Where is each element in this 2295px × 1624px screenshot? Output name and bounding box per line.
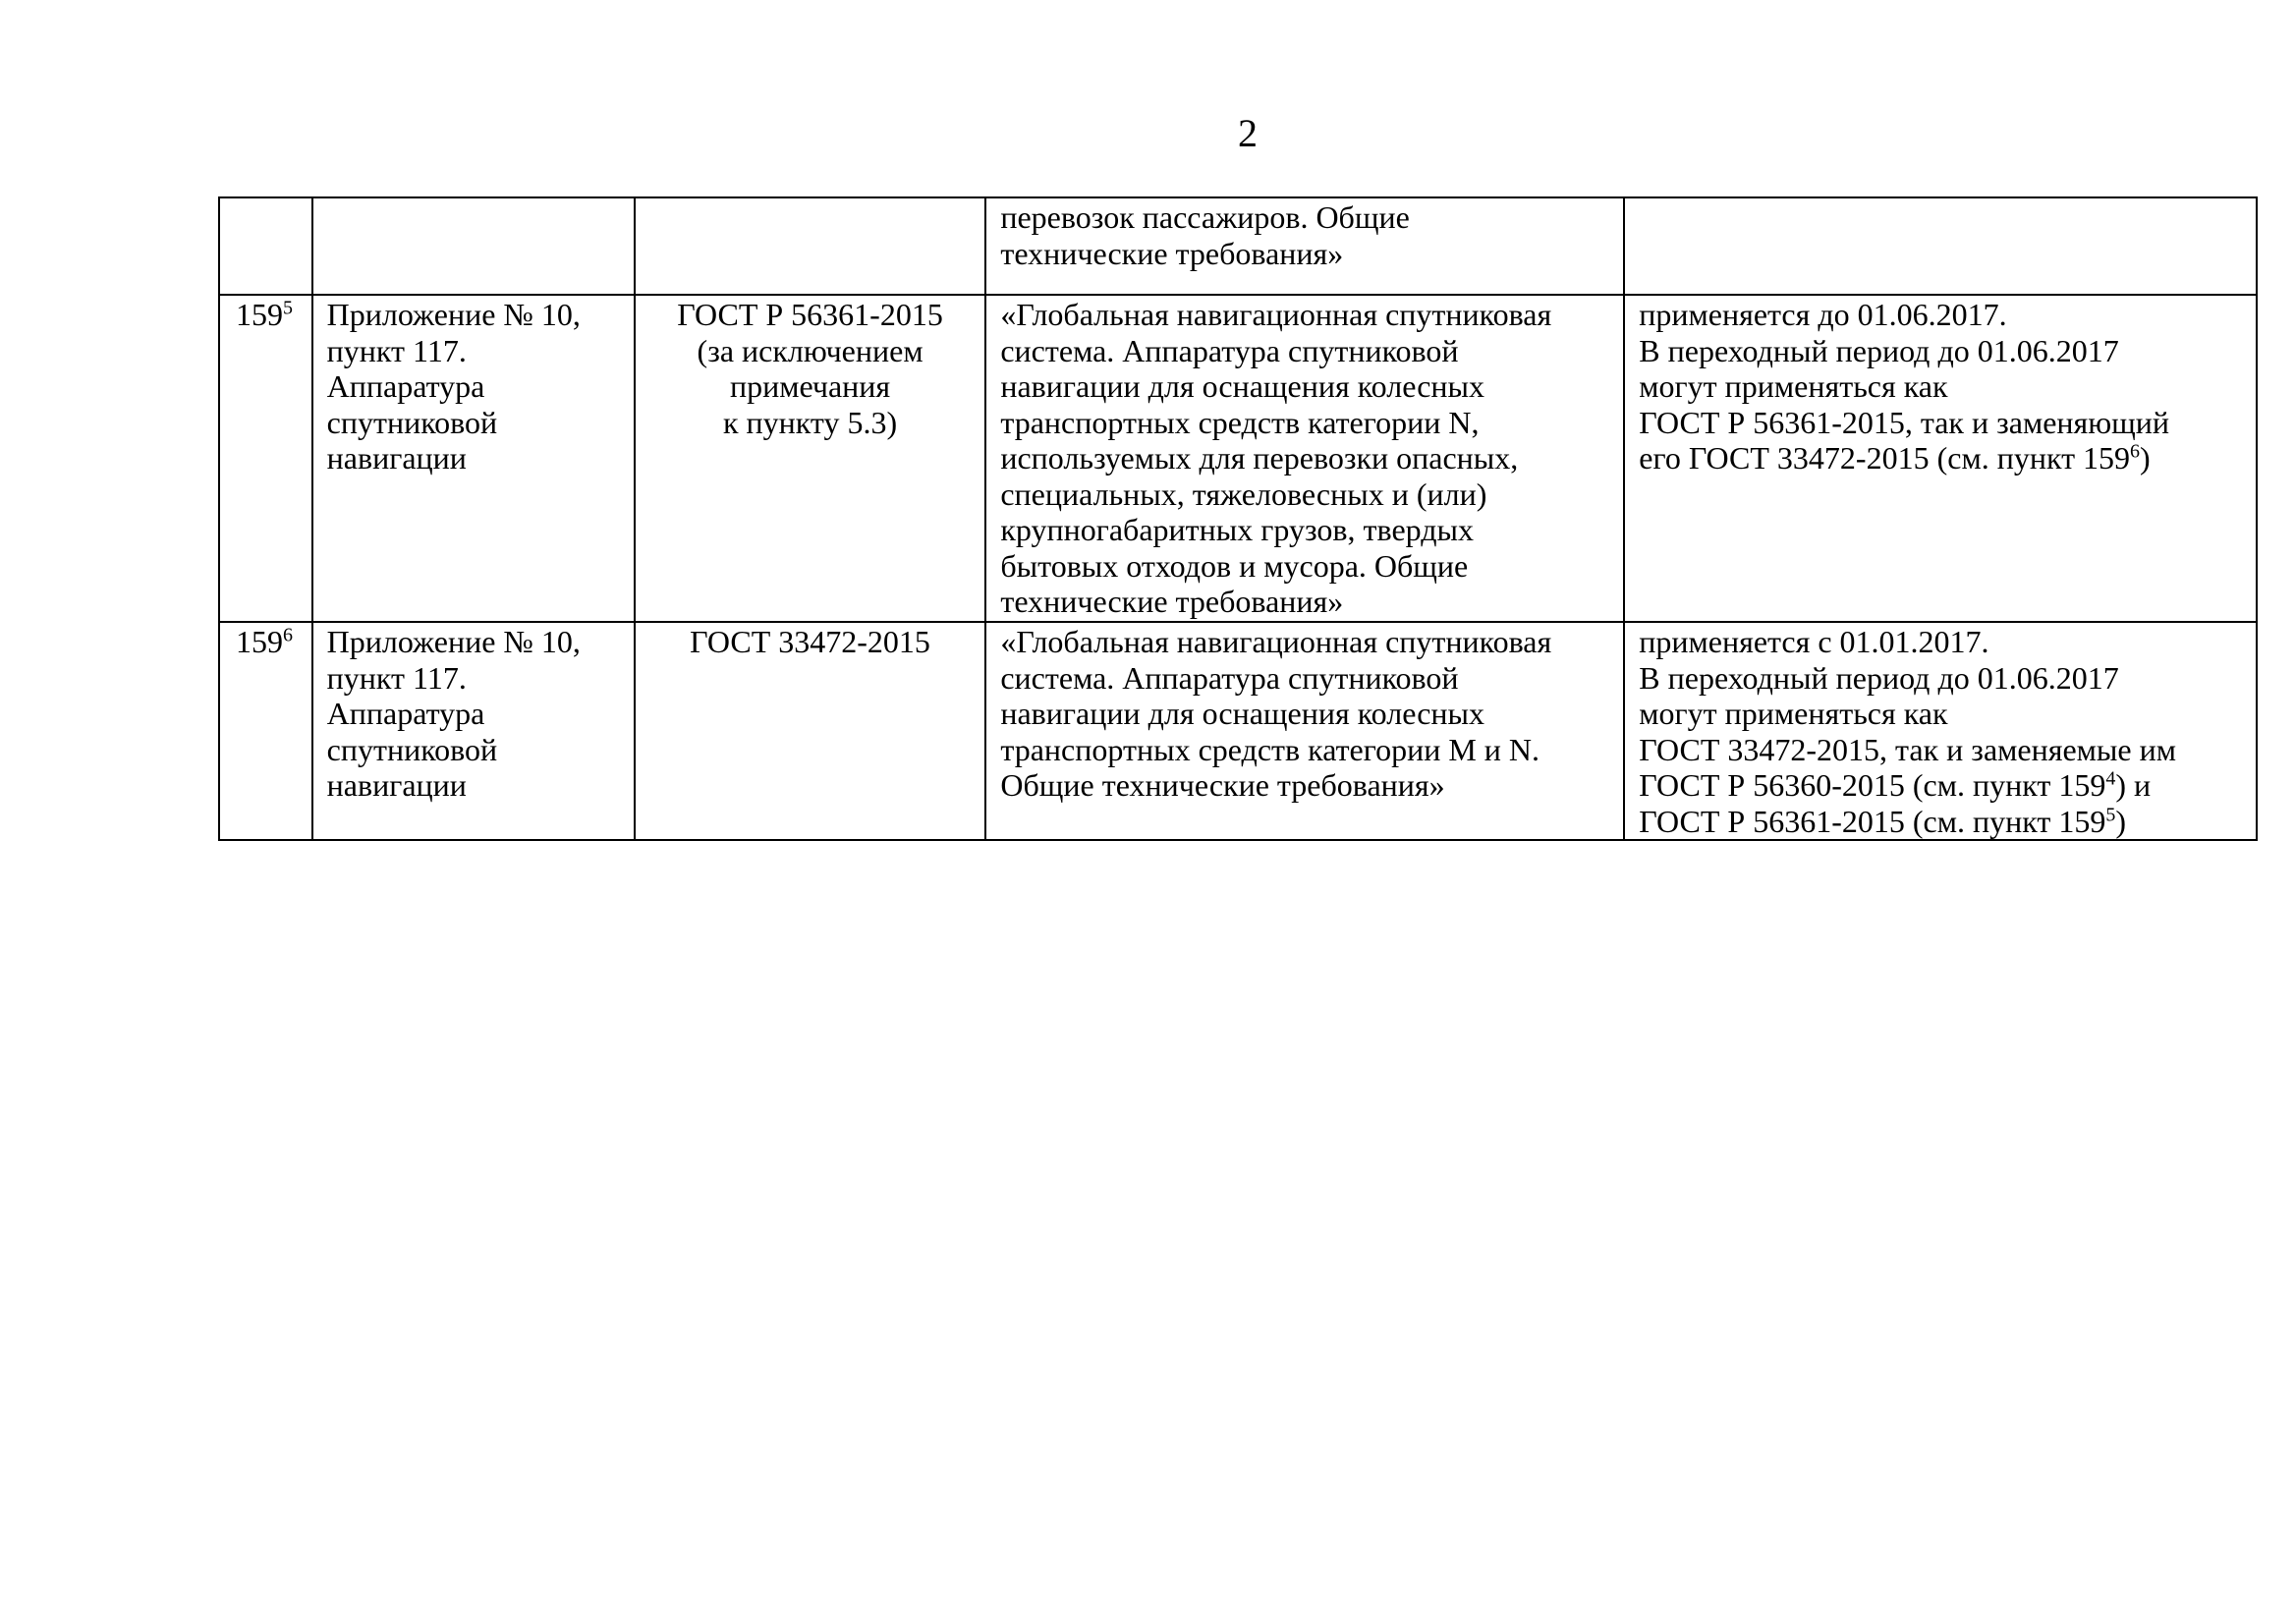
table-row [219, 197, 2257, 295]
page-number: 2 [1238, 111, 1258, 155]
gost-cell [635, 295, 986, 622]
text-line: В переходный период до 01.06.2017 [1639, 659, 2119, 696]
superscript: 5 [2105, 803, 2116, 825]
item-number-cell [219, 197, 312, 295]
text-line: технические требования» [1000, 584, 1344, 619]
text-line: ГОСТ Р 56361-2015 [677, 297, 943, 332]
text-line [1639, 804, 2246, 840]
item-number-cell [219, 295, 312, 622]
text-line: применяется с 01.01.2017. [1639, 624, 1989, 659]
item-number-cell [219, 622, 312, 840]
text-line: Общие технические требования» [1000, 767, 1445, 803]
text-line: технические требования» [1000, 235, 1344, 271]
text-line: Приложение № 10, [326, 297, 581, 332]
text-line: используемых для перевозки опасных, [1000, 440, 1519, 476]
text-fragment: ГОСТ Р 56360-2015 (см. пункт 159 [1639, 767, 2106, 803]
text-line: Приложение № 10, [326, 624, 581, 659]
item-number-superscript: 5 [283, 297, 293, 319]
text-line: система. Аппаратура спутниковой [1000, 659, 1459, 696]
text-fragment: ГОСТ Р 56361-2015 (см. пункт 159 [1639, 803, 2106, 839]
text-line: ГОСТ 33472-2015, так и заменяемые им [1639, 731, 2176, 767]
text-line: ГОСТ 33472-2015 [690, 624, 930, 659]
text-line: спутниковой [326, 731, 498, 767]
text-fragment: ) и [2115, 767, 2152, 803]
superscript: 6 [2130, 440, 2141, 463]
item-number: 159 [236, 297, 283, 332]
text-line: Аппаратура [326, 368, 485, 404]
text-line: транспортных средств категории M и N. [1000, 731, 1540, 767]
gost-cell [635, 622, 986, 840]
text-line: пункт 117. [326, 332, 467, 368]
standard-name-cell [985, 295, 1624, 622]
text-line: система. Аппаратура спутниковой [1000, 332, 1459, 368]
appendix-cell [312, 295, 635, 622]
text-line: могут применяться как [1639, 696, 1948, 731]
text-line: примечания [729, 368, 891, 404]
text-line: пункт 117. [326, 659, 467, 696]
text-line: навигации [326, 440, 467, 476]
superscript: 4 [2105, 767, 2116, 790]
text-line: навигации [326, 767, 467, 803]
text-line: навигации для оснащения колесных [1000, 696, 1485, 731]
text-line: к пункту 5.3) [722, 404, 898, 440]
note-cell [1624, 295, 2257, 622]
text-line: могут применяться как [1639, 368, 1948, 404]
text-line: крупногабаритных грузов, твердых [1000, 512, 1474, 547]
text-line: (за исключением [697, 332, 924, 368]
note-cell [1624, 622, 2257, 840]
text-line: навигации для оснащения колесных [1000, 368, 1485, 404]
item-number: 159 [236, 624, 283, 659]
table-row [219, 295, 2257, 622]
text-line [1639, 440, 2246, 476]
standard-name-cell [985, 197, 1624, 295]
text-line: «Глобальная навигационная спутниковая [1000, 297, 1552, 332]
text-line [1639, 767, 2246, 804]
text-line: Аппаратура [326, 696, 485, 731]
text-line: применяется до 01.06.2017. [1639, 297, 2007, 332]
appendix-cell [312, 622, 635, 840]
text-fragment: его ГОСТ 33472-2015 (см. пункт 159 [1639, 440, 2131, 476]
standards-table [218, 196, 2258, 841]
appendix-cell [312, 197, 635, 295]
text-line: спутниковой [326, 404, 498, 440]
note-cell [1624, 197, 2257, 295]
text-fragment: ) [2115, 803, 2126, 839]
table-row [219, 622, 2257, 840]
gost-cell [635, 197, 986, 295]
text-line: ГОСТ Р 56361-2015, так и заменяющий [1639, 404, 2170, 440]
text-fragment: ) [2140, 440, 2151, 476]
standard-name-cell [985, 622, 1624, 840]
text-line: В переходный период до 01.06.2017 [1639, 332, 2119, 368]
text-line: перевозок пассажиров. Общие [1000, 199, 1410, 235]
text-line: бытовых отходов и мусора. Общие [1000, 547, 1469, 584]
text-line: транспортных средств категории N, [1000, 404, 1480, 440]
text-line: «Глобальная навигационная спутниковая [1000, 624, 1552, 659]
item-number-superscript: 6 [283, 624, 293, 646]
text-line: специальных, тяжеловесных и (или) [1000, 476, 1487, 512]
